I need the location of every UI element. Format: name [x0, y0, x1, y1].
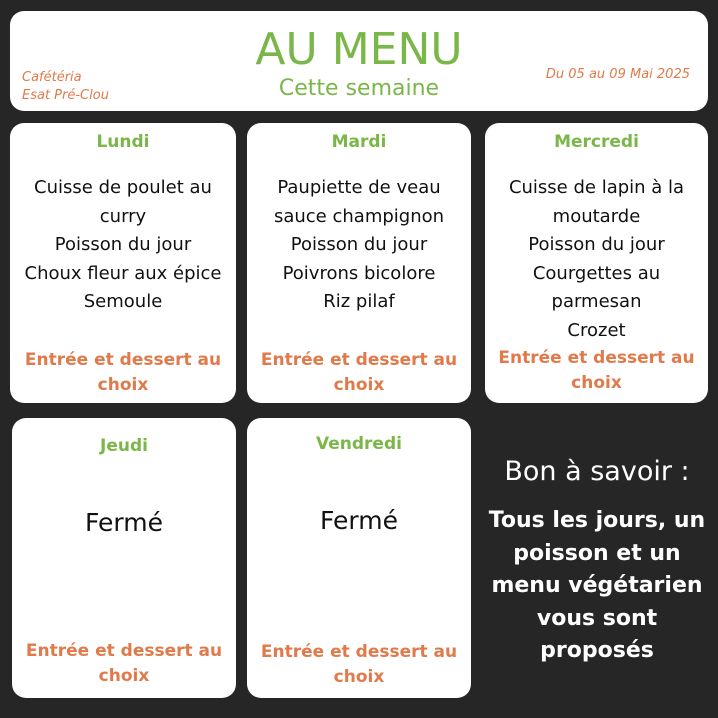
dish-list: [491, 174, 702, 345]
venue-line-2: Esat Pré-Clou: [22, 88, 109, 103]
dish-item: Courgettes au parmesan: [532, 262, 661, 312]
day-title: Jeudi: [100, 436, 148, 456]
day-title: Lundi: [96, 132, 150, 152]
day-title: Mercredi: [554, 132, 639, 152]
dish-item: Cuisse de poulet au curry: [34, 177, 212, 227]
extra-note: Entrée et dessert au choix: [498, 348, 695, 393]
day-title: Vendredi: [316, 434, 402, 454]
dish-item: Semoule: [83, 291, 163, 312]
day-title: Mardi: [331, 132, 387, 152]
page-subtitle: Cette semaine: [278, 76, 440, 101]
info-box: [486, 420, 708, 700]
dish-item: Crozet: [567, 319, 626, 341]
extra-note: Entrée et dessert au choix: [260, 350, 458, 395]
dish-item: Riz pilaf: [323, 291, 395, 312]
page-title: AU MENU: [255, 24, 463, 75]
extra-note: Entrée et dessert au choix: [25, 641, 223, 686]
day-card-mardi: [247, 123, 471, 403]
dish-item: Paupiette de veau sauce champignon: [273, 177, 445, 227]
venue-label: [22, 69, 109, 105]
header-banner: [10, 11, 708, 111]
dish-item: Poisson du jour: [290, 234, 428, 255]
dish-list: [16, 174, 230, 317]
date-range: Du 05 au 09 Mai 2025: [545, 67, 690, 82]
extra-note: Entrée et dessert au choix: [260, 642, 458, 687]
day-card-jeudi: [12, 418, 236, 698]
dish-item: Poivrons bicolore: [282, 262, 436, 284]
day-card-mercredi: [485, 123, 708, 403]
dish-item: Poisson du jour: [528, 234, 665, 255]
day-card-lundi: [10, 123, 236, 403]
dish-item: Poisson du jour: [54, 234, 192, 255]
closed-label: Fermé: [85, 508, 163, 537]
dish-item: Choux fleur aux épice: [24, 262, 222, 284]
day-card-vendredi: [247, 418, 471, 698]
extra-note: Entrée et dessert au choix: [24, 350, 222, 395]
info-title: Bon à savoir :: [504, 456, 690, 487]
dish-item: Cuisse de lapin à la moutarde: [508, 177, 685, 227]
info-text: Tous les jours, un poisson et un menu végétarien vous sont proposés: [488, 508, 706, 663]
closed-label: Fermé: [320, 506, 398, 535]
dish-list: [253, 174, 465, 317]
venue-line-1: Cafétéria: [22, 70, 82, 85]
